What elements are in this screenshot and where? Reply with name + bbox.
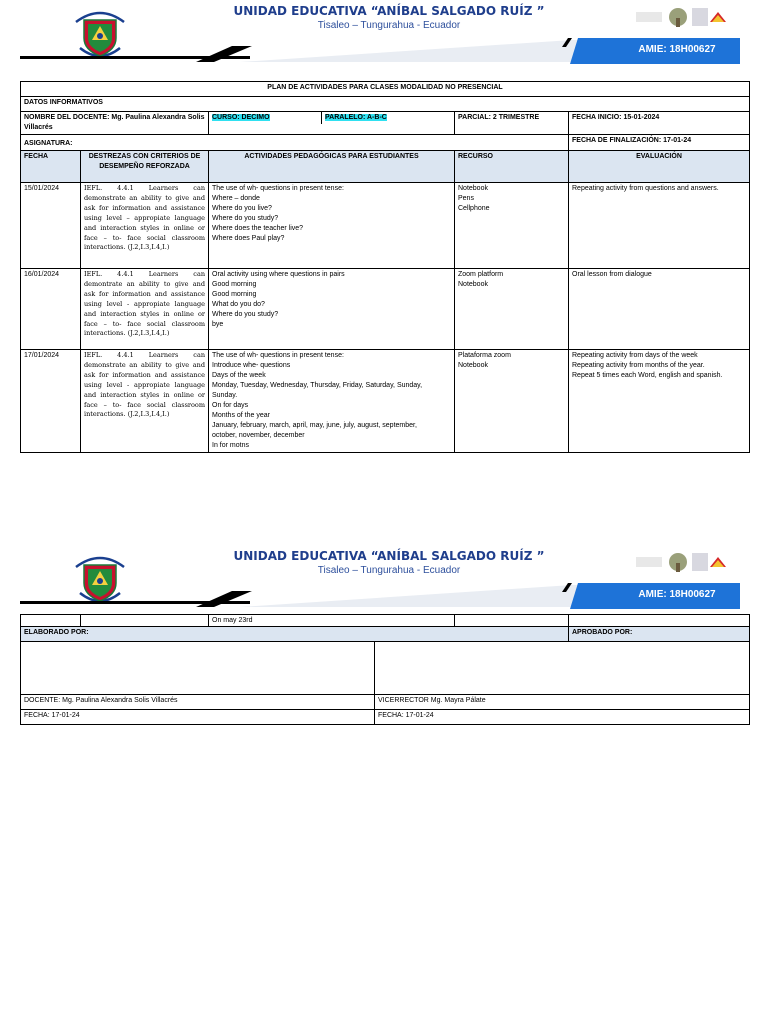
table-row xyxy=(21,183,750,269)
resource-line: Cellphone xyxy=(458,205,490,212)
resource-line: Pens xyxy=(458,195,474,202)
page-2 xyxy=(0,545,768,745)
school-name: UNIDAD EDUCATIVA “ANÍBAL SALGADO RUÍZ ” xyxy=(233,549,545,563)
col-header-skills: DESTREZAS CON CRITERIOS DE DESEMPEÑO REFORZADA xyxy=(81,151,209,183)
activity-line: Sunday. xyxy=(212,392,238,399)
amie-code: AMIE: 18H00627 xyxy=(638,44,716,55)
activity-line: Where – donde xyxy=(212,195,260,202)
page-1 xyxy=(0,0,768,470)
evaluation-line: Repeating activity from days of the week xyxy=(572,352,698,359)
activity-line: Good morning xyxy=(212,281,257,288)
row-skill: IEFL. 4.4.1 Learners can demonstrate an ability to give and ask for information and assistance using level - appropiate language and interaction styles in online or face – to- face social classroom interactions. (J.2,I.3,I.4,I.) xyxy=(81,350,209,453)
row-evaluation xyxy=(569,269,750,350)
activity-line: october, november, december xyxy=(212,432,305,439)
activity-line: What do you do? xyxy=(212,301,265,308)
activity-line: Monday, Tuesday, Wednesday, Thursday, Friday, Saturday, Sunday, xyxy=(212,382,423,389)
row-date: 15/01/2024 xyxy=(21,183,81,269)
row-resources xyxy=(455,350,569,453)
activity-line: Oral activity using where questions in pairs xyxy=(212,271,345,278)
row-date: 16/01/2024 xyxy=(21,269,81,350)
evaluation-line: Repeating activity from questions and answers. xyxy=(572,185,719,192)
row-activities xyxy=(209,350,455,453)
start-date: FECHA INICIO: 15-01-2024 xyxy=(569,112,750,135)
row-activities xyxy=(209,183,455,269)
table-row xyxy=(21,350,750,453)
teacher-name: NOMBRE DEL DOCENTE: Mg. Paulina Alexandra Solis Villacrés xyxy=(21,112,209,135)
vice-signature-date: FECHA: 17-01-24 xyxy=(375,710,750,725)
school-location: Tisaleo – Tungurahua - Ecuador xyxy=(317,20,461,31)
activity-line: January, february, march, april, may, june, july, august, september, xyxy=(212,422,417,429)
activity-line: Where does the teacher live? xyxy=(212,225,304,232)
resource-line: Plataforma zoom xyxy=(458,352,511,359)
resource-line: Zoom platform xyxy=(458,271,504,278)
continued-activity: On may 23rd xyxy=(209,615,455,628)
activity-line: Where does Paul play? xyxy=(212,235,285,242)
resource-line: Notebook xyxy=(458,362,488,369)
ministry-logo xyxy=(636,551,728,573)
amie-code: AMIE: 18H00627 xyxy=(638,589,716,600)
vice-signature-name: VICERRECTOR Mg. Mayra Pálate xyxy=(375,695,750,710)
row-resources xyxy=(455,183,569,269)
teacher-signature-date: FECHA: 17-01-24 xyxy=(21,710,375,725)
activity-line: The use of wh- questions in present tense: xyxy=(212,352,344,359)
teacher-signature-space xyxy=(21,642,375,695)
evaluation-line: Oral lesson from dialogue xyxy=(572,271,652,278)
col-header-activities: ACTIVIDADES PEDAGÓGICAS PARA ESTUDIANTES xyxy=(209,151,455,183)
activity-line: Months of the year xyxy=(212,412,270,419)
activity-line: Days of the week xyxy=(212,372,266,379)
evaluation-line: Repeating activity from months of the year. xyxy=(572,362,705,369)
activity-line: In for motns xyxy=(212,442,249,449)
row-evaluation xyxy=(569,350,750,453)
row-skill: IEFL. 4.4.1 Learners can demontrate an ability to give and ask for information and assistance using level - appropiate language and interaction styles in online or face – to- face social classroom interactions. (J.2,I.3,I.4,I.) xyxy=(81,269,209,350)
activity-line: Where do you study? xyxy=(212,311,279,318)
vice-signature-space xyxy=(375,642,750,695)
signature-table xyxy=(20,626,750,725)
table-row xyxy=(21,269,750,350)
col-header-evaluation: EVALUACIÓN xyxy=(569,151,750,183)
row-evaluation xyxy=(569,183,750,269)
activity-plan-table xyxy=(20,81,750,453)
activity-line: bye xyxy=(212,321,224,328)
subject-label: ASIGNATURA: xyxy=(21,135,569,151)
partial-label: PARCIAL: 2 TRIMESTRE xyxy=(455,112,569,135)
page-header xyxy=(0,0,768,70)
course-parallel-cell xyxy=(209,112,455,135)
teacher-signature-name: DOCENTE: Mg. Paulina Alexandra Solis Villacrés xyxy=(21,695,375,710)
approved-by-label: APROBADO POR: xyxy=(569,627,750,642)
row-skill: IEFL. 4.4.1 Learners can demonstrate an ability to give and ask for information and assistance using level – appropiate language and interaction styles in online or face – to- face social classroom interactions. (J.2,I.3,I.4,I.) xyxy=(81,183,209,269)
evaluation-line: Repeat 5 times each Word, english and spanish. xyxy=(572,372,723,379)
activity-line: Introduce whe- questions xyxy=(212,362,291,369)
plan-title: PLAN DE ACTIVIDADES PARA CLASES MODALIDAD NO PRESENCIAL xyxy=(21,82,750,97)
col-header-date: FECHA xyxy=(21,151,81,183)
activity-line: Where do you study? xyxy=(212,215,279,222)
activity-line: Good morning xyxy=(212,291,257,298)
resource-line: Notebook xyxy=(458,281,488,288)
activity-line: The use of wh- questions in present tense: xyxy=(212,185,344,192)
school-name: UNIDAD EDUCATIVA “ANÍBAL SALGADO RUÍZ ” xyxy=(233,4,545,18)
row-activities xyxy=(209,269,455,350)
activity-line: Where do you live? xyxy=(212,205,272,212)
ministry-logo xyxy=(636,6,728,28)
parallel-label: PARALELO: A-B-C xyxy=(325,114,387,121)
section-info-label: DATOS INFORMATIVOS xyxy=(21,97,750,112)
prepared-by-label: ELABORADO POR: xyxy=(21,627,569,642)
row-resources xyxy=(455,269,569,350)
school-location: Tisaleo – Tungurahua - Ecuador xyxy=(317,565,461,576)
page-header xyxy=(0,545,768,615)
col-header-resource: RECURSO xyxy=(455,151,569,183)
row-date: 17/01/2024 xyxy=(21,350,81,453)
activity-line: On for days xyxy=(212,402,249,409)
end-date: FECHA DE FINALIZACIÓN: 17-01-24 xyxy=(569,135,750,151)
course-label: CURSO: DECIMO xyxy=(212,114,270,121)
resource-line: Notebook xyxy=(458,185,488,192)
